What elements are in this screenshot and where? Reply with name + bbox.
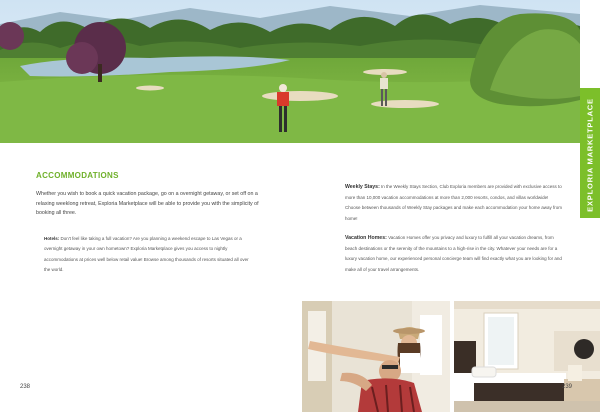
- page-number-left: 238: [20, 384, 31, 390]
- page-number-right: 239: [562, 384, 573, 390]
- hero-golf-course-photo: [0, 0, 580, 143]
- hotels-paragraph: [44, 234, 256, 276]
- vacation-homes-lead: Vacation Homes:: [345, 235, 387, 241]
- hotels-lead: Hotels:: [44, 236, 60, 241]
- section-title: ACCOMMODATIONS: [36, 171, 119, 180]
- vacation-homes-text: Vacation Homes offer you privacy and luxury to fulfill all your vacation dreams, from beach destinations or the serenity of the mountains to a high-rise in the city. Whatever your needs are for a luxury vacation home, our experienced personal concierge team will find exactly what you are looking for and make all of your travel arrangements.: [345, 235, 562, 272]
- weekly-stays-text: In the Weekly Stays Section, Club Exploria members are provided with exclusive access to more than 10,000 vacation accommodations at more than 2,000 resorts, condos, and villas worldwide! Choose between thousands of Weekly Stay packages and make each accommodation your home away from home!: [345, 184, 563, 221]
- vacation-homes-paragraph: [345, 233, 563, 275]
- couple-photo: [302, 301, 450, 412]
- side-tab-label: EXPLORIA MARKETPLACE: [585, 98, 595, 212]
- side-tab: [580, 0, 600, 218]
- weekly-stays-paragraph: [345, 182, 563, 224]
- hotels-text: Don't feel like taking a full vacation? Are you planning a weekend escape to Las Vegas or a overnight getaway in your own hometown? Exploria Marketplace gives you access to nightly accommodations at prices well below retail value! Browse among thousands of resorts situated all over the world.: [44, 236, 249, 273]
- intro-paragraph: Whether you wish to book a quick vacation package, go on a overnight getaway, or set off on a relaxing weeklong retreat, Exploria Marketplace will be able to provide you with the simplicity of booking all three.: [36, 191, 259, 217]
- weekly-stays-lead: Weekly Stays:: [345, 184, 380, 190]
- hotel-room-photo: [454, 301, 600, 412]
